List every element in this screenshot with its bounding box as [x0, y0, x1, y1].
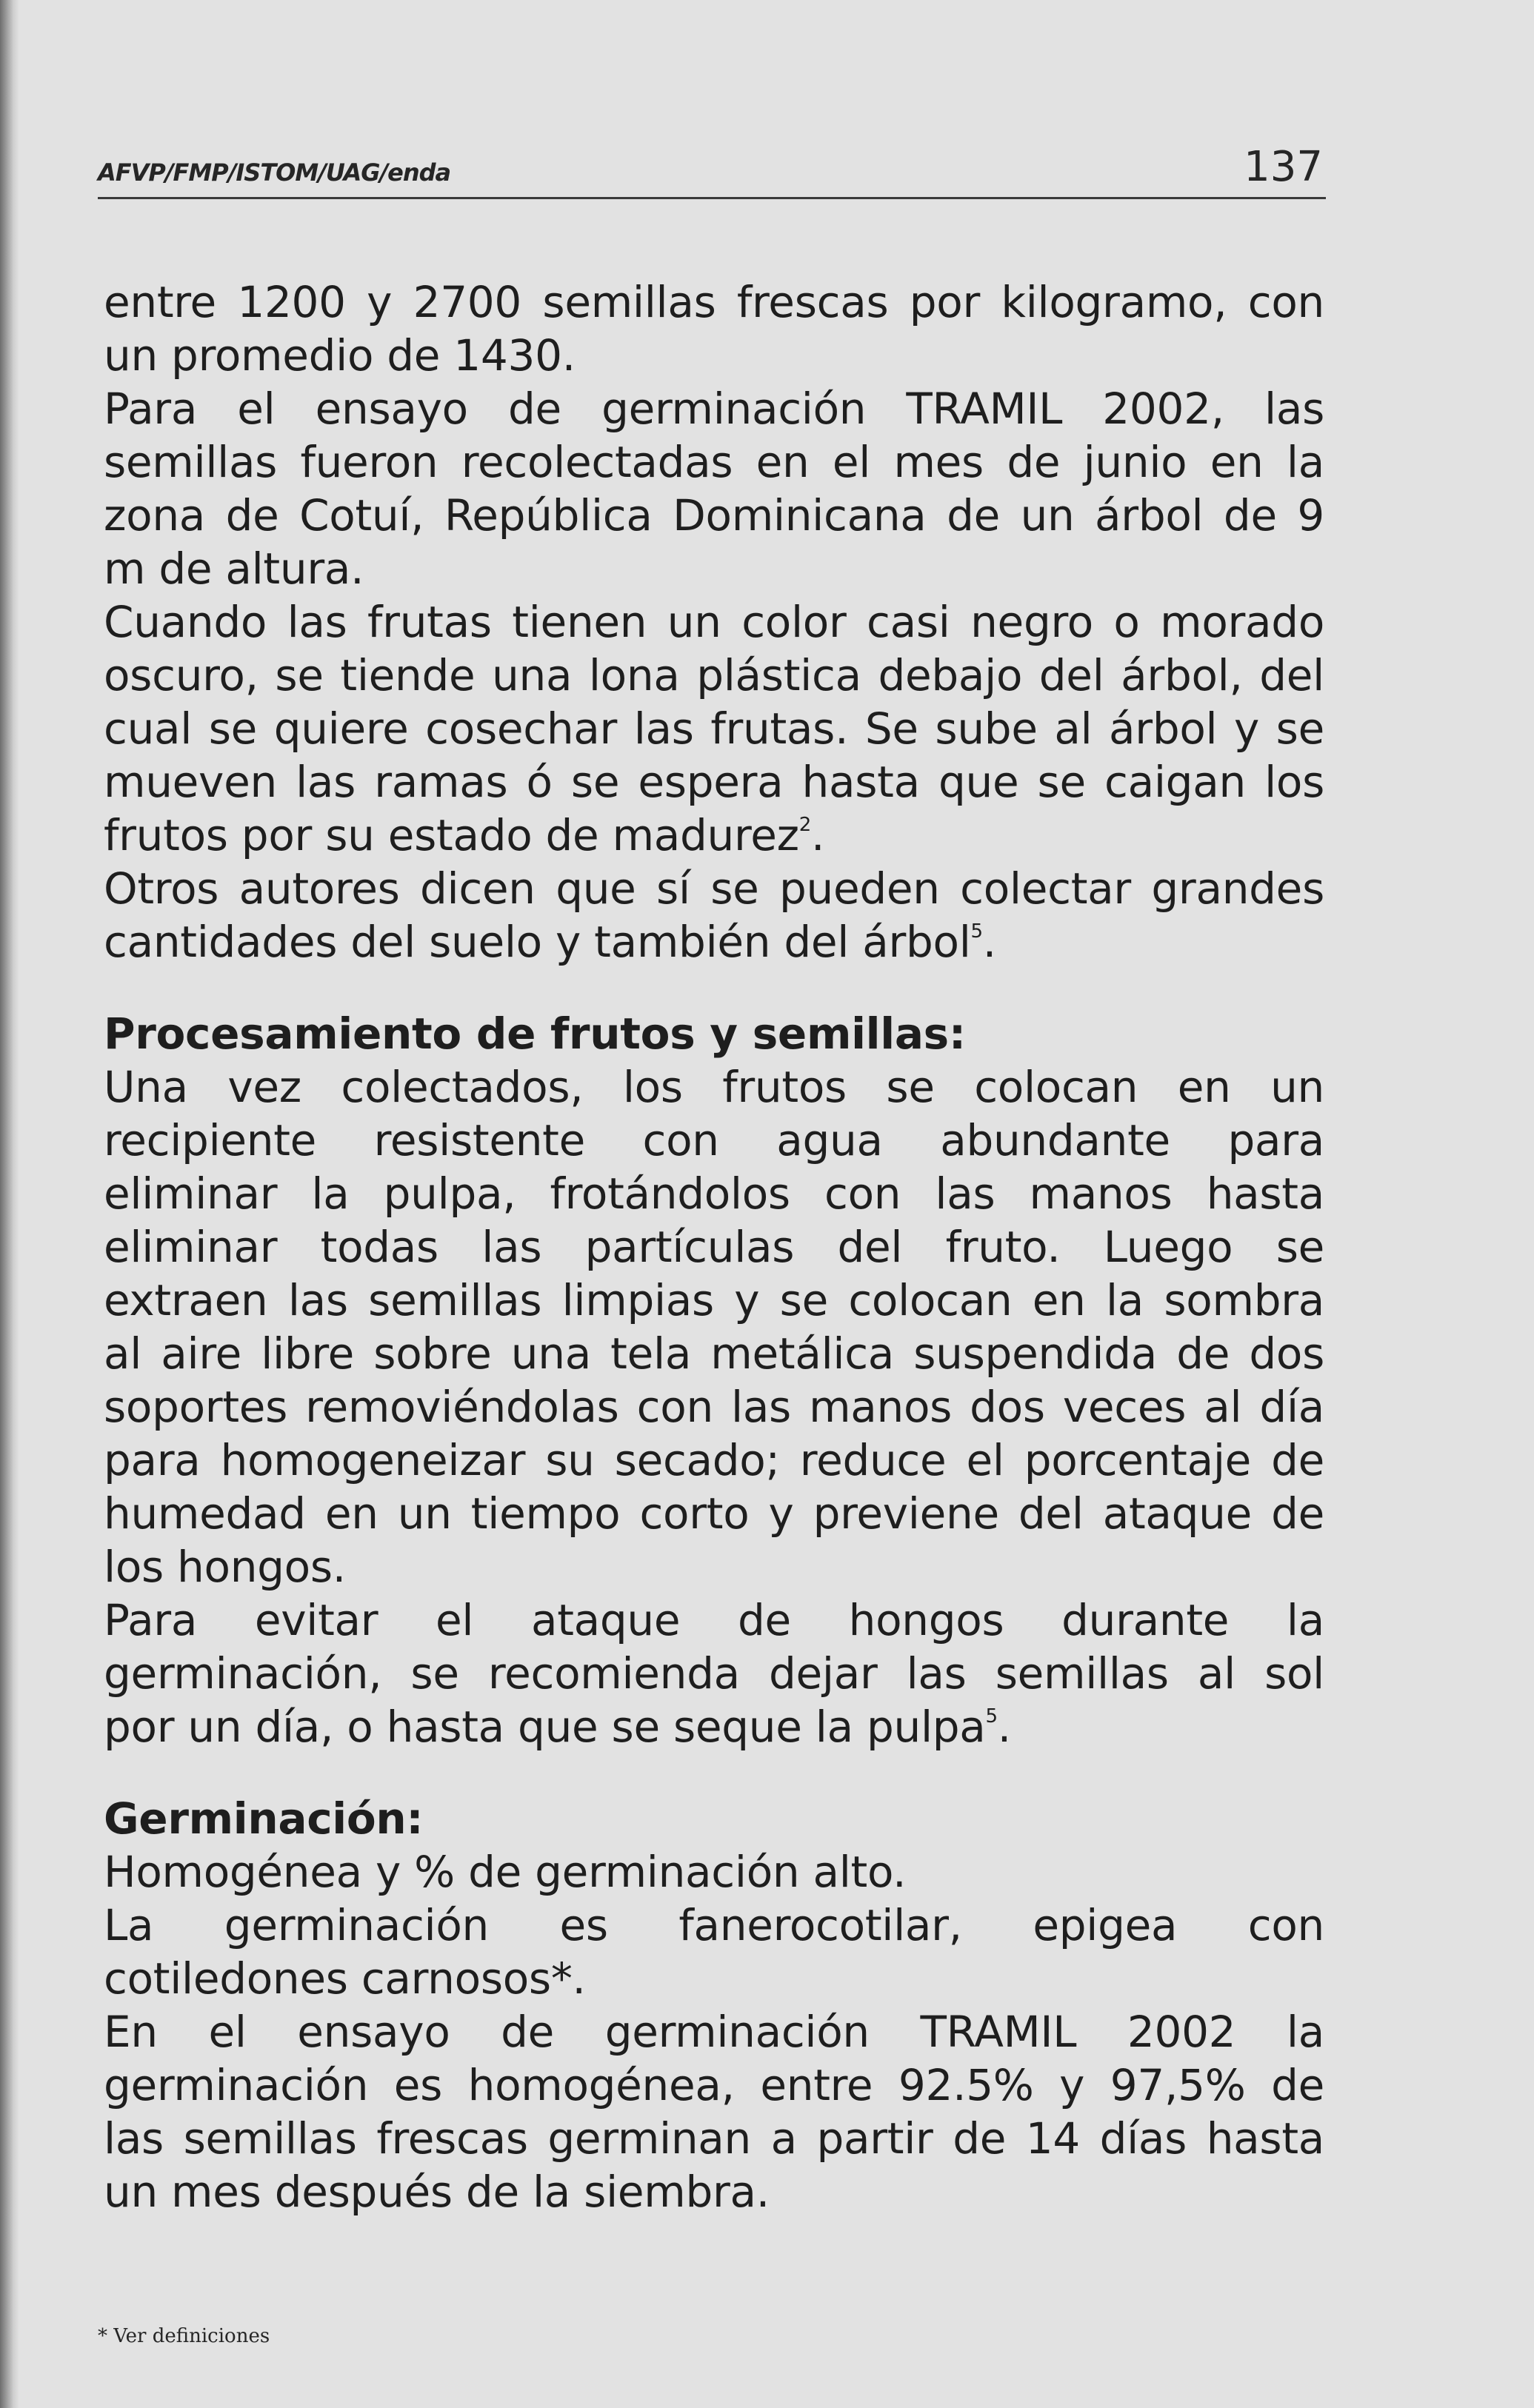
text-line: cotiledones carnosos*.	[104, 1953, 586, 2004]
text-line: oscuro, se tiende una lona plástica debajo del árbol, del	[104, 650, 1324, 700]
text-line: los hongos.	[104, 1542, 346, 1592]
text-line: al aire libre sobre una tela metálica suspendida de dos	[104, 1328, 1324, 1379]
text-line: para homogeneizar su secado; reduce el porcentaje de	[104, 1435, 1324, 1485]
section-heading-procesamiento: Procesamiento de frutos y semillas:	[104, 1009, 966, 1059]
text-run: .	[982, 917, 996, 967]
text-line: mueven las ramas ó se espera hasta que se caigan los	[104, 757, 1324, 807]
text-line: soportes removiéndolas con las manos dos veces al día	[104, 1382, 1324, 1432]
text-line: las semillas frescas germinan a partir de 14 días hasta	[104, 2113, 1324, 2164]
running-head: AFVP/FMP/ISTOM/UAG/enda	[98, 158, 451, 187]
body-text	[104, 275, 1324, 2218]
text-line: Cuando las frutas tienen un color casi negro o morado	[104, 597, 1324, 647]
text-run: .	[997, 1702, 1011, 1752]
text-line: Homogénea y % de germinación alto.	[104, 1847, 907, 1897]
page-number: 137	[1244, 143, 1323, 191]
text-line: germinación es homogénea, entre 92.5% y 97,5% de	[104, 2060, 1324, 2110]
text-line: semillas fueron recolectadas en el mes de junio en la	[104, 437, 1324, 487]
text-line: En el ensayo de germinación TRAMIL 2002 la	[104, 2007, 1324, 2057]
reference-number: 2	[798, 814, 812, 836]
text-line: cual se quiere cosechar las frutas. Se sube al árbol y se	[104, 703, 1324, 754]
text-line: humedad en un tiempo corto y previene del ataque de	[104, 1488, 1324, 1539]
text-line: zona de Cotuí, República Dominicana de un árbol de 9	[104, 490, 1324, 541]
footnote: * Ver definiciones	[98, 2325, 270, 2347]
text-line: germinación, se recomienda dejar las semillas al sol	[104, 1648, 1324, 1699]
text-line: eliminar todas las partículas del fruto. Luego se	[104, 1222, 1324, 1272]
text-line	[104, 809, 1324, 862]
text-line: Otros autores dicen que sí se pueden colectar grandes	[104, 863, 1324, 914]
text-run: .	[811, 810, 825, 860]
reference-number: 5	[985, 1705, 998, 1728]
text-line: m de altura.	[104, 544, 364, 594]
text-line: Una vez colectados, los frutos se colocan en un	[104, 1062, 1324, 1112]
text-line: Para evitar el ataque de hongos durante la	[104, 1595, 1324, 1645]
text-run: por un día, o hasta que se seque la pulpa	[104, 1702, 986, 1752]
page-header	[98, 130, 1326, 199]
reference-number: 5	[970, 920, 983, 943]
text-run: frutos por su estado de madurez	[104, 810, 799, 860]
text-line: recipiente resistente con agua abundante para	[104, 1115, 1324, 1165]
text-line	[104, 1700, 1324, 1753]
text-line: entre 1200 y 2700 semillas frescas por kilogramo, con	[104, 277, 1324, 327]
text-line: Para el ensayo de germinación TRAMIL 2002, las	[104, 384, 1324, 434]
text-line: eliminar la pulpa, frotándolos con las manos hasta	[104, 1168, 1324, 1219]
section-heading-germinacion: Germinación:	[104, 1793, 424, 1844]
text-line: un mes después de la siembra.	[104, 2167, 770, 2217]
text-line: La germinación es fanerocotilar, epigea con	[104, 1900, 1324, 1950]
page-edge-shadow	[0, 0, 19, 2408]
text-run: cantidades del suelo y también del árbol	[104, 917, 971, 967]
text-line: un promedio de 1430.	[104, 330, 576, 381]
text-line: extraen las semillas limpias y se colocan en la sombra	[104, 1275, 1324, 1325]
text-line	[104, 915, 1324, 969]
